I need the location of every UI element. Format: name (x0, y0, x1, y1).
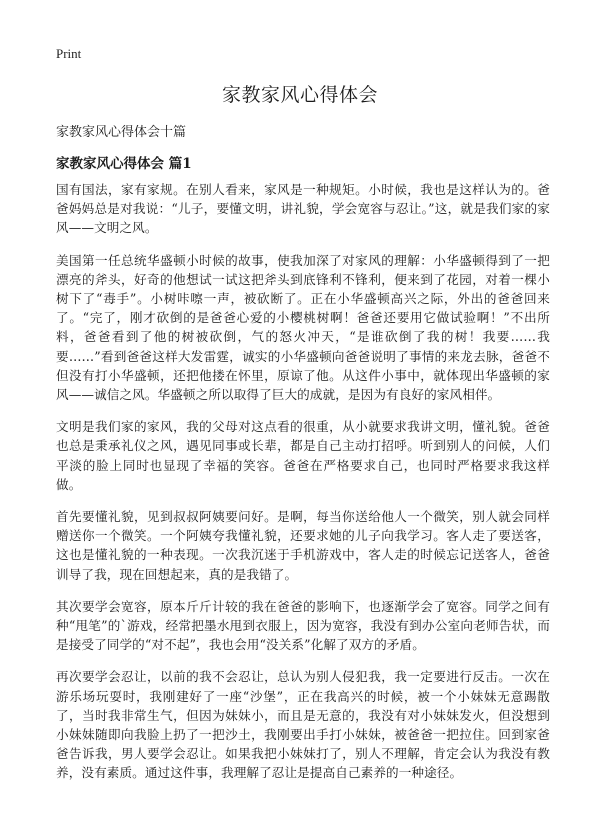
paragraph-5: 其次要学会宽容，原本斤斤计较的我在爸爸的影响下，也逐渐学会了宽容。同学之间有种“甩笔”的`游戏，经常把墨水甩到衣服上，因为宽容，我没有到办公室向老师告状，而是接受了同学的“对不起”，我也会用“没关系”化解了双方的矛盾。 (56, 598, 550, 653)
article-body (56, 180, 550, 796)
section-heading: 家教家风心得体会 篇1 (56, 156, 192, 172)
paragraph-2: 美国第一任总统华盛顿小时候的故事，使我加深了对家风的理解：小华盛顿得到了一把漂亮的斧头，好奇的他想试一试这把斧头到底锋利不锋利，便来到了花园，对着一棵小树下了“毒手”。小树咔嚓一声，被砍断了。正在小华盛顿高兴之际，外出的爸爸回来了。“完了，刚才砍倒的是爸爸心爱的小樱桃树啊！爸爸还要用它做试验啊！”不出所料，爸爸看到了他的树被砍倒，气的怒火冲天，“是谁砍倒了我的树！我要……我要……”看到爸爸这样大发雷霆，诚实的小华盛顿向爸爸说明了事情的来龙去脉，爸爸不但没有打小华盛顿，还把他搂在怀里，原谅了他。从这件小事中，就体现出华盛顿的家风——诚信之风。华盛顿之所以取得了巨大的成就，是因为有良好的家风相伴。 (56, 252, 550, 403)
document-subtitle: 家教家风心得体会十篇 (56, 125, 187, 140)
paragraph-1: 国有国法，家有家规。在别人看来，家风是一种规矩。小时候，我也是这样认为的。爸爸妈妈总是对我说：“儿子，要懂文明，讲礼貌，学会宽容与忍让。”这，就是我们家的家风——文明之风。 (56, 182, 550, 236)
print-link[interactable]: Print (56, 46, 82, 61)
paragraph-3: 文明是我们家的家风，我的父母对这点看的很重，从小就要求我讲文明，懂礼貌。爸爸也总是秉承礼仪之风，遇见同事或长辈，都是自己主动打招呼。听到别人的问候，人们平淡的脸上同时也显现了幸福的笑容。爸爸在严格要求自己，也同时严格要求我这样做。 (56, 419, 550, 492)
document-title: 家教家风心得体会 (221, 84, 378, 106)
paragraph-4: 首先要懂礼貌，见到叔叔阿姨要问好。是啊，每当你送给他人一个微笑，别人就会同样赠送你一个微笑。一个阿姨夸我懂礼貌，还要求她的儿子向我学习。客人走了要送客，这也是懂礼貌的一种表现。一次我沉迷于手机游戏中，客人走的时候忘记送客人，爸爸训导了我，现在回想起来，真的是我错了。 (56, 509, 550, 582)
paragraph-6: 再次要学会忍让，以前的我不会忍让，总认为别人侵犯我，我一定要进行反击。一次在游乐场玩耍时，我刚建好了一座“沙堡”，正在我高兴的时候，被一个小妹妹无意踢散了，当时我非常生气，但因为妹妹小，而且是无意的，我没有对小妹妹发火，但没想到小妹妹随即向我脸上扔了一把沙土，我刚要出手打小妹妹，被爸爸一把拉住。回到家爸爸告诉我，男人要学会忍让。如果我把小妹妹打了，别人不理解，肯定会认为我没有教养，没有素质。通过这件事，我理解了忍让是提高自己素养的一种途径。 (56, 669, 550, 781)
